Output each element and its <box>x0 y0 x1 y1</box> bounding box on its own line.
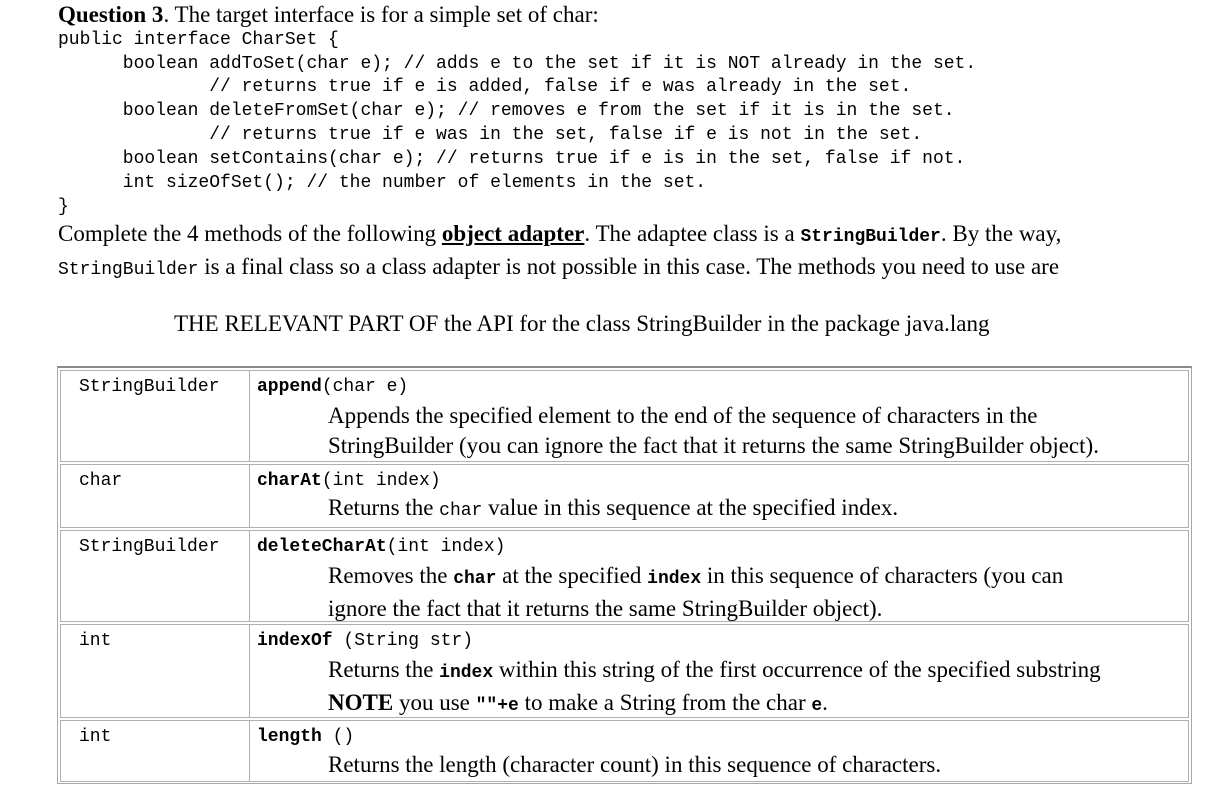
column-divider <box>249 721 250 781</box>
api-row-length <box>60 720 1189 782</box>
desc-text: at the specified <box>496 563 648 588</box>
para-text-4: is a final class so a class adapter is not possible in this case. The methods you need to use are <box>198 254 1060 279</box>
return-type: char <box>79 471 123 491</box>
question-intro: . The target interface is for a simple set of char: <box>163 2 599 27</box>
question-number: Question 3 <box>58 2 164 27</box>
method-description <box>328 401 1099 461</box>
method-description <box>328 655 1101 721</box>
para-code-stringbuilder: StringBuilder <box>800 227 941 247</box>
desc-text: Returns the <box>328 657 440 682</box>
code-line-6: boolean setContains(char e); // returns true if e is in the set, false if not. <box>58 149 966 169</box>
desc-code: char <box>453 569 497 589</box>
code-line-1: public interface CharSet { <box>58 30 339 50</box>
api-row-charat <box>60 464 1189 528</box>
method-params: (int index) <box>386 537 506 557</box>
para-text-2: . The adaptee class is a <box>584 221 801 246</box>
method-name: append <box>257 377 322 397</box>
return-type: StringBuilder <box>79 377 220 397</box>
object-adapter-term: object adapter <box>441 221 585 246</box>
desc-text: . <box>822 690 828 715</box>
method-signature <box>257 727 354 747</box>
para-text-3: . By the way, <box>940 221 1062 246</box>
desc-code: index <box>647 569 702 589</box>
code-line-3: // returns true if e is added, false if e was already in the set. <box>58 77 912 97</box>
method-params: (String str) <box>332 631 474 651</box>
method-params: () <box>321 727 355 747</box>
desc-text: within this string of the first occurrence of the specified substring <box>493 657 1101 682</box>
code-line-2: boolean addToSet(char e); // adds e to the set if it is NOT already in the set. <box>58 54 977 74</box>
desc-line-1: Returns the length (character count) in this sequence of characters. <box>328 752 942 777</box>
method-signature <box>257 471 441 491</box>
return-type: int <box>79 631 112 651</box>
para-text-1: Complete the 4 methods of the following <box>58 221 442 246</box>
api-heading: THE RELEVANT PART OF the API for the class StringBuilder in the package java.lang <box>174 311 990 336</box>
return-type: int <box>79 727 112 747</box>
question-heading <box>58 2 599 28</box>
method-description <box>328 750 941 780</box>
note-label: NOTE <box>328 690 394 715</box>
instructions-paragraph <box>58 219 1061 285</box>
method-signature <box>257 377 408 397</box>
para-code-stringbuilder-2: StringBuilder <box>58 260 199 280</box>
desc-text: Returns the <box>328 495 440 520</box>
api-row-append <box>60 370 1189 462</box>
column-divider <box>249 531 250 621</box>
desc-code: e <box>811 696 823 716</box>
api-table <box>57 366 1192 784</box>
code-line-7: int sizeOfSet(); // the number of elements in the set. <box>58 173 707 193</box>
method-description <box>328 493 898 526</box>
return-type: StringBuilder <box>79 537 220 557</box>
desc-text: in this sequence of characters (you can <box>701 563 1064 588</box>
code-line-8: } <box>58 197 69 217</box>
desc-text: value in this sequence at the specified index. <box>482 495 899 520</box>
desc-line-2: StringBuilder (you can ignore the fact that it returns the same StringBuilder object). <box>328 433 1099 458</box>
method-params: (int index) <box>321 471 441 491</box>
desc-code: char <box>439 501 483 521</box>
method-name: length <box>257 727 322 747</box>
column-divider <box>249 625 250 717</box>
desc-text: to make a String from the char <box>518 690 812 715</box>
method-name: charAt <box>257 471 322 491</box>
method-signature <box>257 537 505 557</box>
desc-code: index <box>439 663 494 683</box>
desc-line-1: Appends the specified element to the end of the sequence of characters in the <box>328 403 1038 428</box>
code-line-5: // returns true if e was in the set, false if e is not in the set. <box>58 125 923 145</box>
desc-line-2: ignore the fact that it returns the same StringBuilder object). <box>328 596 883 621</box>
desc-code: ""+e <box>475 696 519 716</box>
api-row-indexof <box>60 624 1189 718</box>
method-description <box>328 561 1063 624</box>
api-row-deletecharat <box>60 530 1189 622</box>
desc-text: Removes the <box>328 563 454 588</box>
column-divider <box>249 371 250 461</box>
code-line-4: boolean deleteFromSet(char e); // removes e from the set if it is in the set. <box>58 101 955 121</box>
column-divider <box>249 465 250 527</box>
method-name: indexOf <box>257 631 333 651</box>
method-name: deleteCharAt <box>257 537 387 557</box>
method-params: (char e) <box>321 377 409 397</box>
method-signature <box>257 631 473 651</box>
desc-text: you use <box>393 690 476 715</box>
